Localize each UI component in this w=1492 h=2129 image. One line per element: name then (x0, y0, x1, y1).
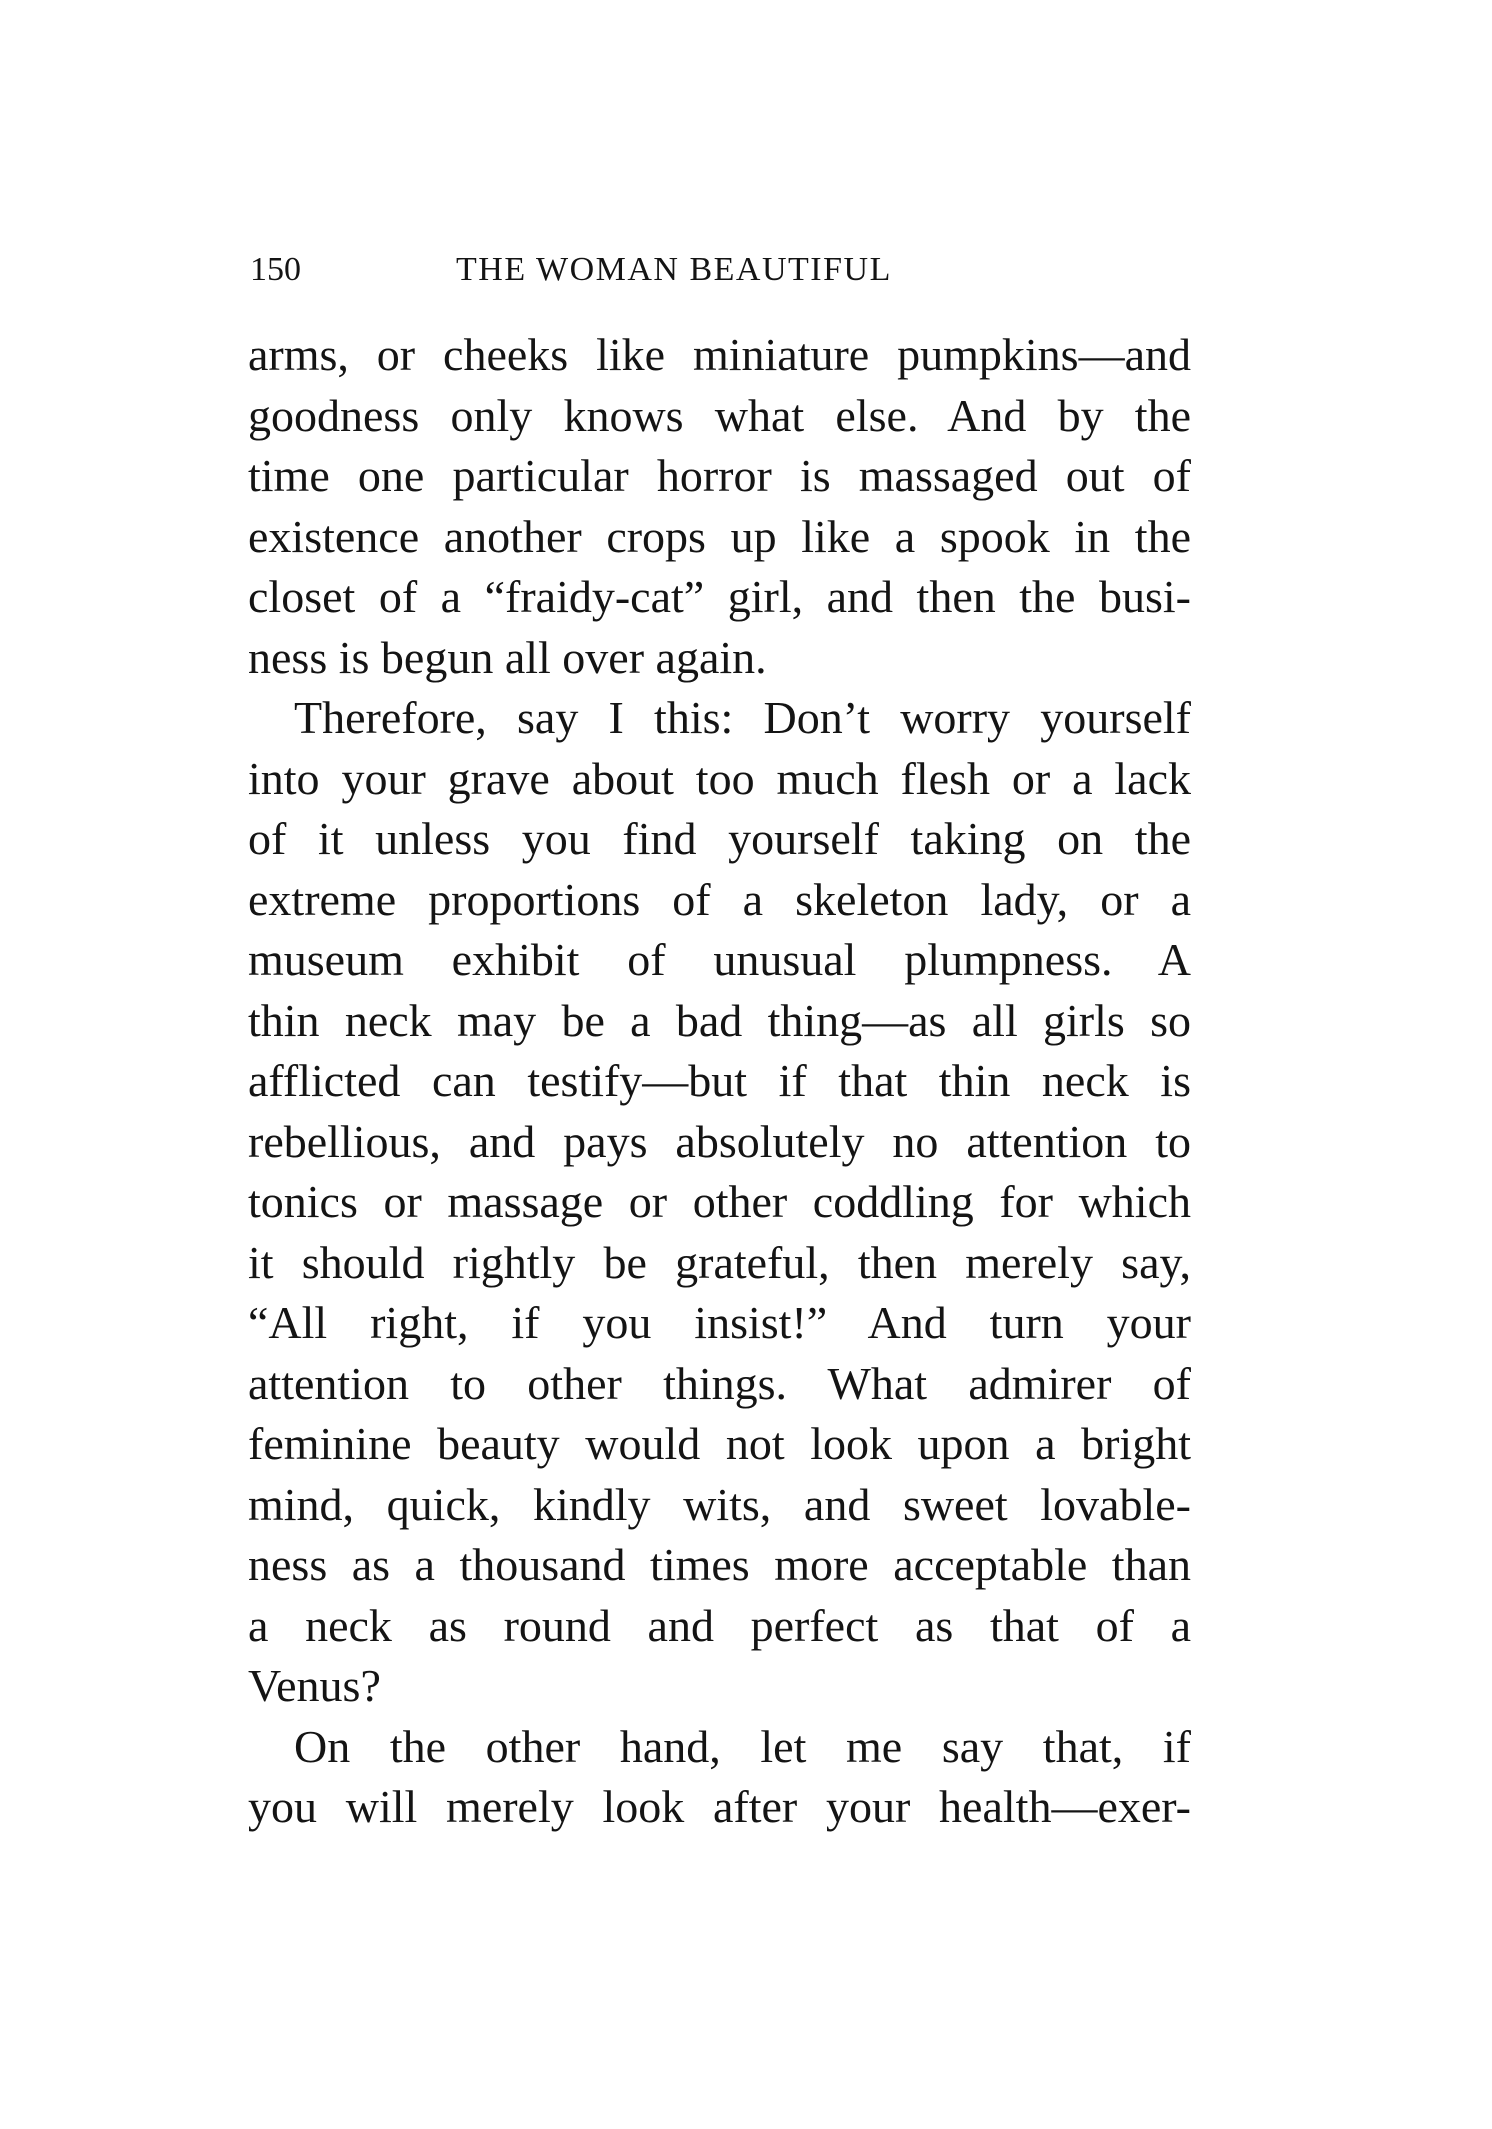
text-line: tonics or massage or other coddling for which (248, 1176, 1191, 1227)
text-line: arms, or cheeks like miniature pumpkins—and (248, 329, 1191, 380)
text-line: you will merely look after your health—exer- (248, 1781, 1191, 1832)
text-line: existence another crops up like a spook in the (248, 510, 1191, 562)
text-line: of it unless you find yourself taking on the (248, 813, 1191, 864)
page-number: 150 (250, 251, 301, 288)
text-line: time one particular horror is massaged out of (248, 450, 1191, 501)
text-line: On the other hand, let me say that, if (294, 1720, 1191, 1772)
text-line: attention to other things. What admirer of (248, 1357, 1191, 1409)
body-text (248, 325, 1191, 1838)
text-line: it should rightly be grateful, then merely say, (248, 1236, 1191, 1288)
text-line: ness is begun all over again. (248, 631, 767, 683)
running-head (250, 250, 1010, 290)
text-line: goodness only knows what else. And by the (248, 389, 1191, 441)
running-title: THE WOMAN BEAUTIFUL (456, 251, 892, 288)
text-line: museum exhibit of unusual plumpness. A (248, 934, 1191, 985)
text-line: “All right, if you insist!” And turn your (248, 1297, 1191, 1348)
text-line: Venus? (248, 1660, 381, 1711)
text-line: extreme proportions of a skeleton lady, or a (248, 873, 1191, 925)
text-line: closet of a “fraidy-cat” girl, and then the busi- (248, 571, 1191, 622)
text-line: afflicted can testify—but if that thin neck is (248, 1055, 1191, 1106)
text-line: into your grave about too much flesh or a lack (248, 752, 1191, 804)
text-line: Therefore, say I this: Don’t worry yourself (294, 692, 1191, 743)
text-line: mind, quick, kindly wits, and sweet lovable- (248, 1478, 1191, 1530)
text-line: a neck as round and perfect as that of a (248, 1599, 1191, 1651)
text-line: thin neck may be a bad thing—as all girls so (248, 994, 1191, 1046)
text-line: rebellious, and pays absolutely no attention to (248, 1115, 1191, 1167)
text-line: ness as a thousand times more acceptable than (248, 1539, 1191, 1590)
text-line: feminine beauty would not look upon a bright (248, 1418, 1191, 1469)
